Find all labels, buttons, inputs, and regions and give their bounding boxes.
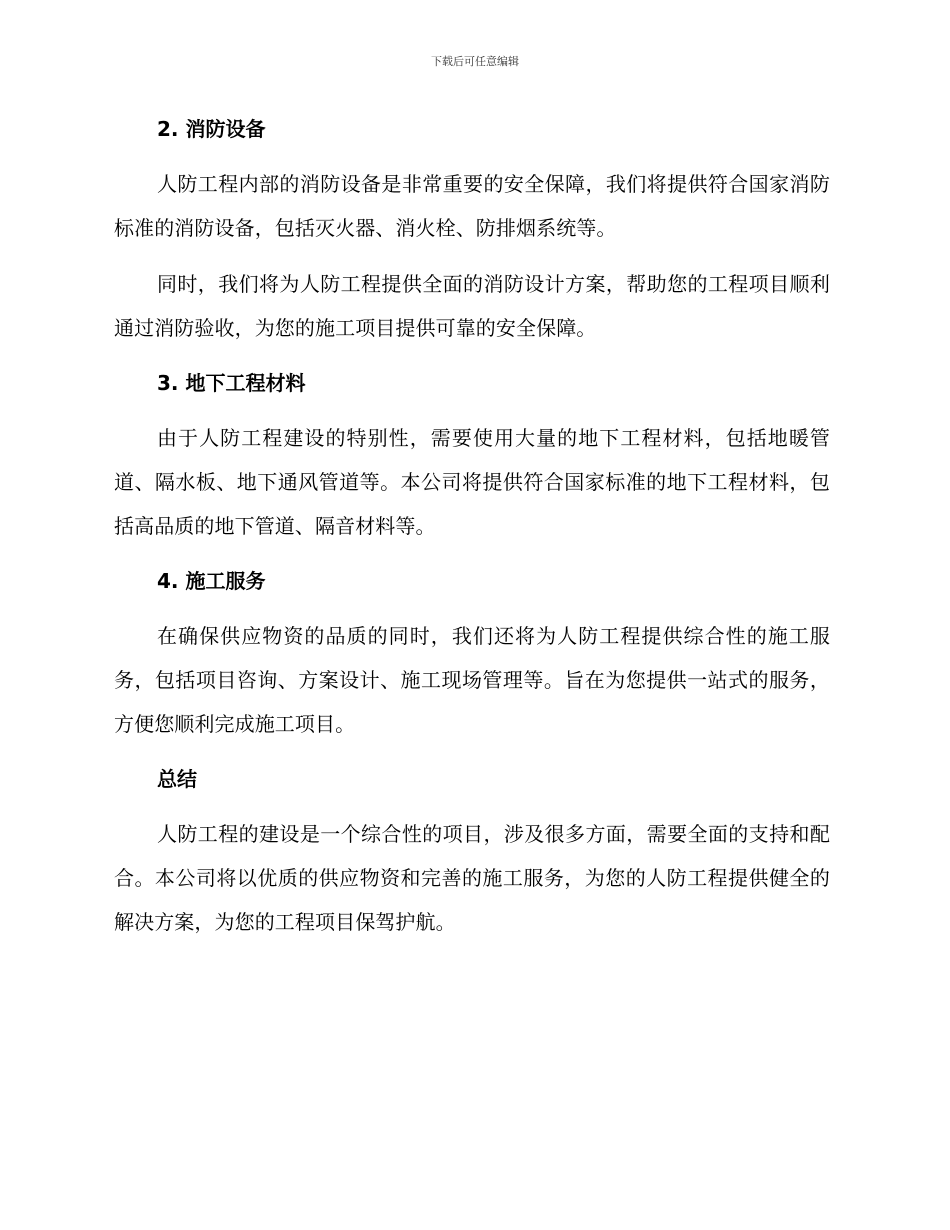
paragraph-fire-equipment-2: 同时，我们将为人防工程提供全面的消防设计方案，帮助您的工程项目顺利通过消防验收，为您的施工项目提供可靠的安全保障。 — [114, 272, 830, 340]
paragraph-construction-services: 在确保供应物资的品质的同时，我们还将为人防工程提供综合性的施工服务，包括项目咨询、方案设计、施工现场管理等。旨在为您提供一站式的服务，方便您顺利完成施工项目。 — [114, 624, 830, 736]
section-heading-summary: 总结 — [157, 767, 197, 791]
paragraph-fire-equipment-1: 人防工程内部的消防设备是非常重要的安全保障，我们将提供符合国家消防标准的消防设备，包括灭火器、消火栓、防排烟系统等。 — [114, 172, 830, 240]
paragraph-underground-materials: 由于人防工程建设的特别性，需要使用大量的地下工程材料，包括地暖管道、隔水板、地下通风管道等。本公司将提供符合国家标准的地下工程材料，包括高品质的地下管道、隔音材料等。 — [114, 426, 830, 538]
section-heading-underground-materials: 3. 地下工程材料 — [157, 371, 306, 395]
page-header-note: 下载后可任意编辑 — [431, 55, 519, 68]
section-heading-construction-services: 4. 施工服务 — [157, 569, 266, 593]
section-heading-fire-equipment: 2. 消防设备 — [157, 117, 266, 141]
document-body — [114, 108, 830, 944]
paragraph-summary: 人防工程的建设是一个综合性的项目，涉及很多方面，需要全面的支持和配合。本公司将以优质的供应物资和完善的施工服务，为您的人防工程提供健全的解决方案，为您的工程项目保驾护航。 — [114, 822, 830, 934]
